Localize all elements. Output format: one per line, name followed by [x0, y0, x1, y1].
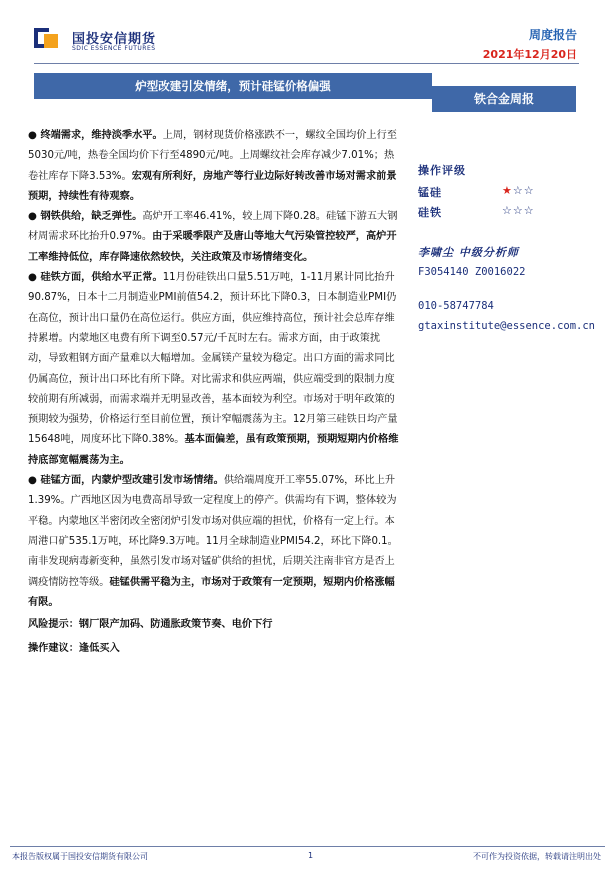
report-date: 2021年12月20日 [482, 48, 577, 61]
bullet: ● [28, 475, 41, 487]
paragraph-steel-supply [28, 207, 400, 268]
rating-name: 硅铁 [418, 206, 442, 219]
rating-row-silicomanganese [418, 184, 608, 204]
bullet: ● [28, 130, 41, 141]
company-name-en: SDIC ESSENCE FUTURES [72, 45, 156, 52]
analyst-name: 李啸尘 中级分析师 [418, 246, 519, 259]
paragraph-text: 上周，钢材现货价格涨跌不一，螺纹全国均价上行至5030元/吨，热卷全国均价下行至4890元/吨。上周螺纹社会库存减少7.01%；热卷社库存下降3.53%。 [28, 130, 397, 182]
paragraph-conclusion: 由于采暖季限产及唐山等地大气污染管控较严，高炉开工率维持低位，库存降速依然较快，关注政策及市场情绪变化。 [28, 231, 397, 263]
page-number: 1 [308, 851, 314, 860]
rating-row-ferrosilicon [418, 204, 608, 224]
paragraph-demand [28, 126, 400, 207]
paragraph-conclusion: 基本面偏差，虽有政策预期，预期短期内价格维持底部宽幅震荡为主。 [28, 434, 399, 466]
footer-copyright: 本报告版权属于国投安信期货有限公司 [12, 852, 148, 861]
rating-label: 操作评级 [418, 164, 466, 177]
report-tag: 铁合金周报 [432, 86, 576, 112]
company-name: 国投安信期货 [72, 32, 157, 47]
rating-name: 锰硅 [418, 186, 442, 199]
footer-divider [10, 846, 605, 847]
paragraph-text: 供给端周度开工率55.07%，环比上升1.39%。广西地区因为电费高昂导致一定程度上的停产。供需均有下调，整体较为平稳。内蒙地区半密闭改全密闭炉引发市场对供应端的担忧，价格有一定上行。本周港口矿535.1万吨，环比降9.3万吨。11月全球制造业PMI54.2，环比下降0.1。南非发现病毒新变种，虽然引发市场对锰矿供给的担忧，后期关注南非官方是否上调疫情防控等级。 [28, 475, 398, 588]
sidebar [418, 162, 608, 332]
footer-disclaimer: 不可作为投资依据，转载请注明出处 [473, 852, 601, 861]
paragraph-heading: 钢铁供给，缺乏弹性。 [40, 211, 143, 223]
star-empty-icon: ☆☆☆ [502, 204, 535, 217]
paragraph-ferrosilicon [28, 268, 400, 471]
paragraph-text: 11月份硅铁出口量5.51万吨，1-11月累计同比抬升90.87%，日本十二月制造业PMI前值54.2，预计环比下降0.3，日本制造业PMI仍在高位，预计出口量仍在高位运行。供应方面，供应维持高位，预计社会总库存维持累增。内蒙地区电费有所下调至0.57元/千瓦时左右。需求方面，由于政策扰动，导致粗钢方面产量难以大幅增加。金属镁产量较为稳定。出口方面的需求同比仍属高位，预计出口环比有所下降。对比需求和供应两端，供应端受到的限制力度较前期有所减弱，而需求端并无明显改善，基本面较为利空。市场对于明年政策的预期较为强势，价格运行至目前位置，预计窄幅震荡为主。12月第三硅铁日均产量15648吨，周度环比下降0.38%。 [28, 272, 398, 446]
report-type: 周度报告 [528, 28, 577, 42]
paragraph-heading: 终端需求，维持淡季水平。 [40, 130, 163, 141]
bullet: ● [28, 272, 41, 284]
paragraph-text: 高炉开工率46.41%，较上周下降0.28。硅锰下游五大钢材周需求环比抬升0.97%。 [28, 211, 398, 243]
paragraph-heading: 硅锰方面，内蒙炉型改建引发市场情绪。 [40, 475, 224, 487]
paragraph-conclusion: 硅锰供需平稳为主，市场对于政策有一定预期，短期内价格涨幅有限。 [28, 576, 395, 608]
paragraph-heading: 硅铁方面，供给水平正常。 [40, 272, 163, 284]
paragraph-silicomanganese [28, 471, 400, 613]
contact-phone: 010-58747784 [418, 300, 494, 312]
risk-warning: 风险提示：钢厂限产加码、防通胀政策节奏、电价下行 [28, 619, 273, 631]
header-divider [34, 63, 579, 64]
analyst-license: F3054140 Z0016022 [418, 266, 526, 278]
rating-stars [502, 184, 535, 197]
paragraph-conclusion: 宏观有所利好，房地产等行业边际好转改善市场对需求前景预期，持续性有待观察。 [28, 170, 397, 202]
rating-stars [502, 204, 535, 217]
star-filled-icon: ★ [502, 184, 513, 197]
report-title: 炉型改建引发情绪，预计硅锰价格偏强 [34, 73, 432, 99]
bullet: ● [28, 211, 41, 223]
company-logo [34, 28, 64, 50]
contact-email[interactable]: gtaxinstitute@essence.com.cn [418, 320, 596, 332]
main-content [28, 126, 400, 660]
star-empty-icon: ☆☆ [512, 184, 535, 197]
trade-advice: 操作建议：逢低买入 [28, 643, 120, 655]
